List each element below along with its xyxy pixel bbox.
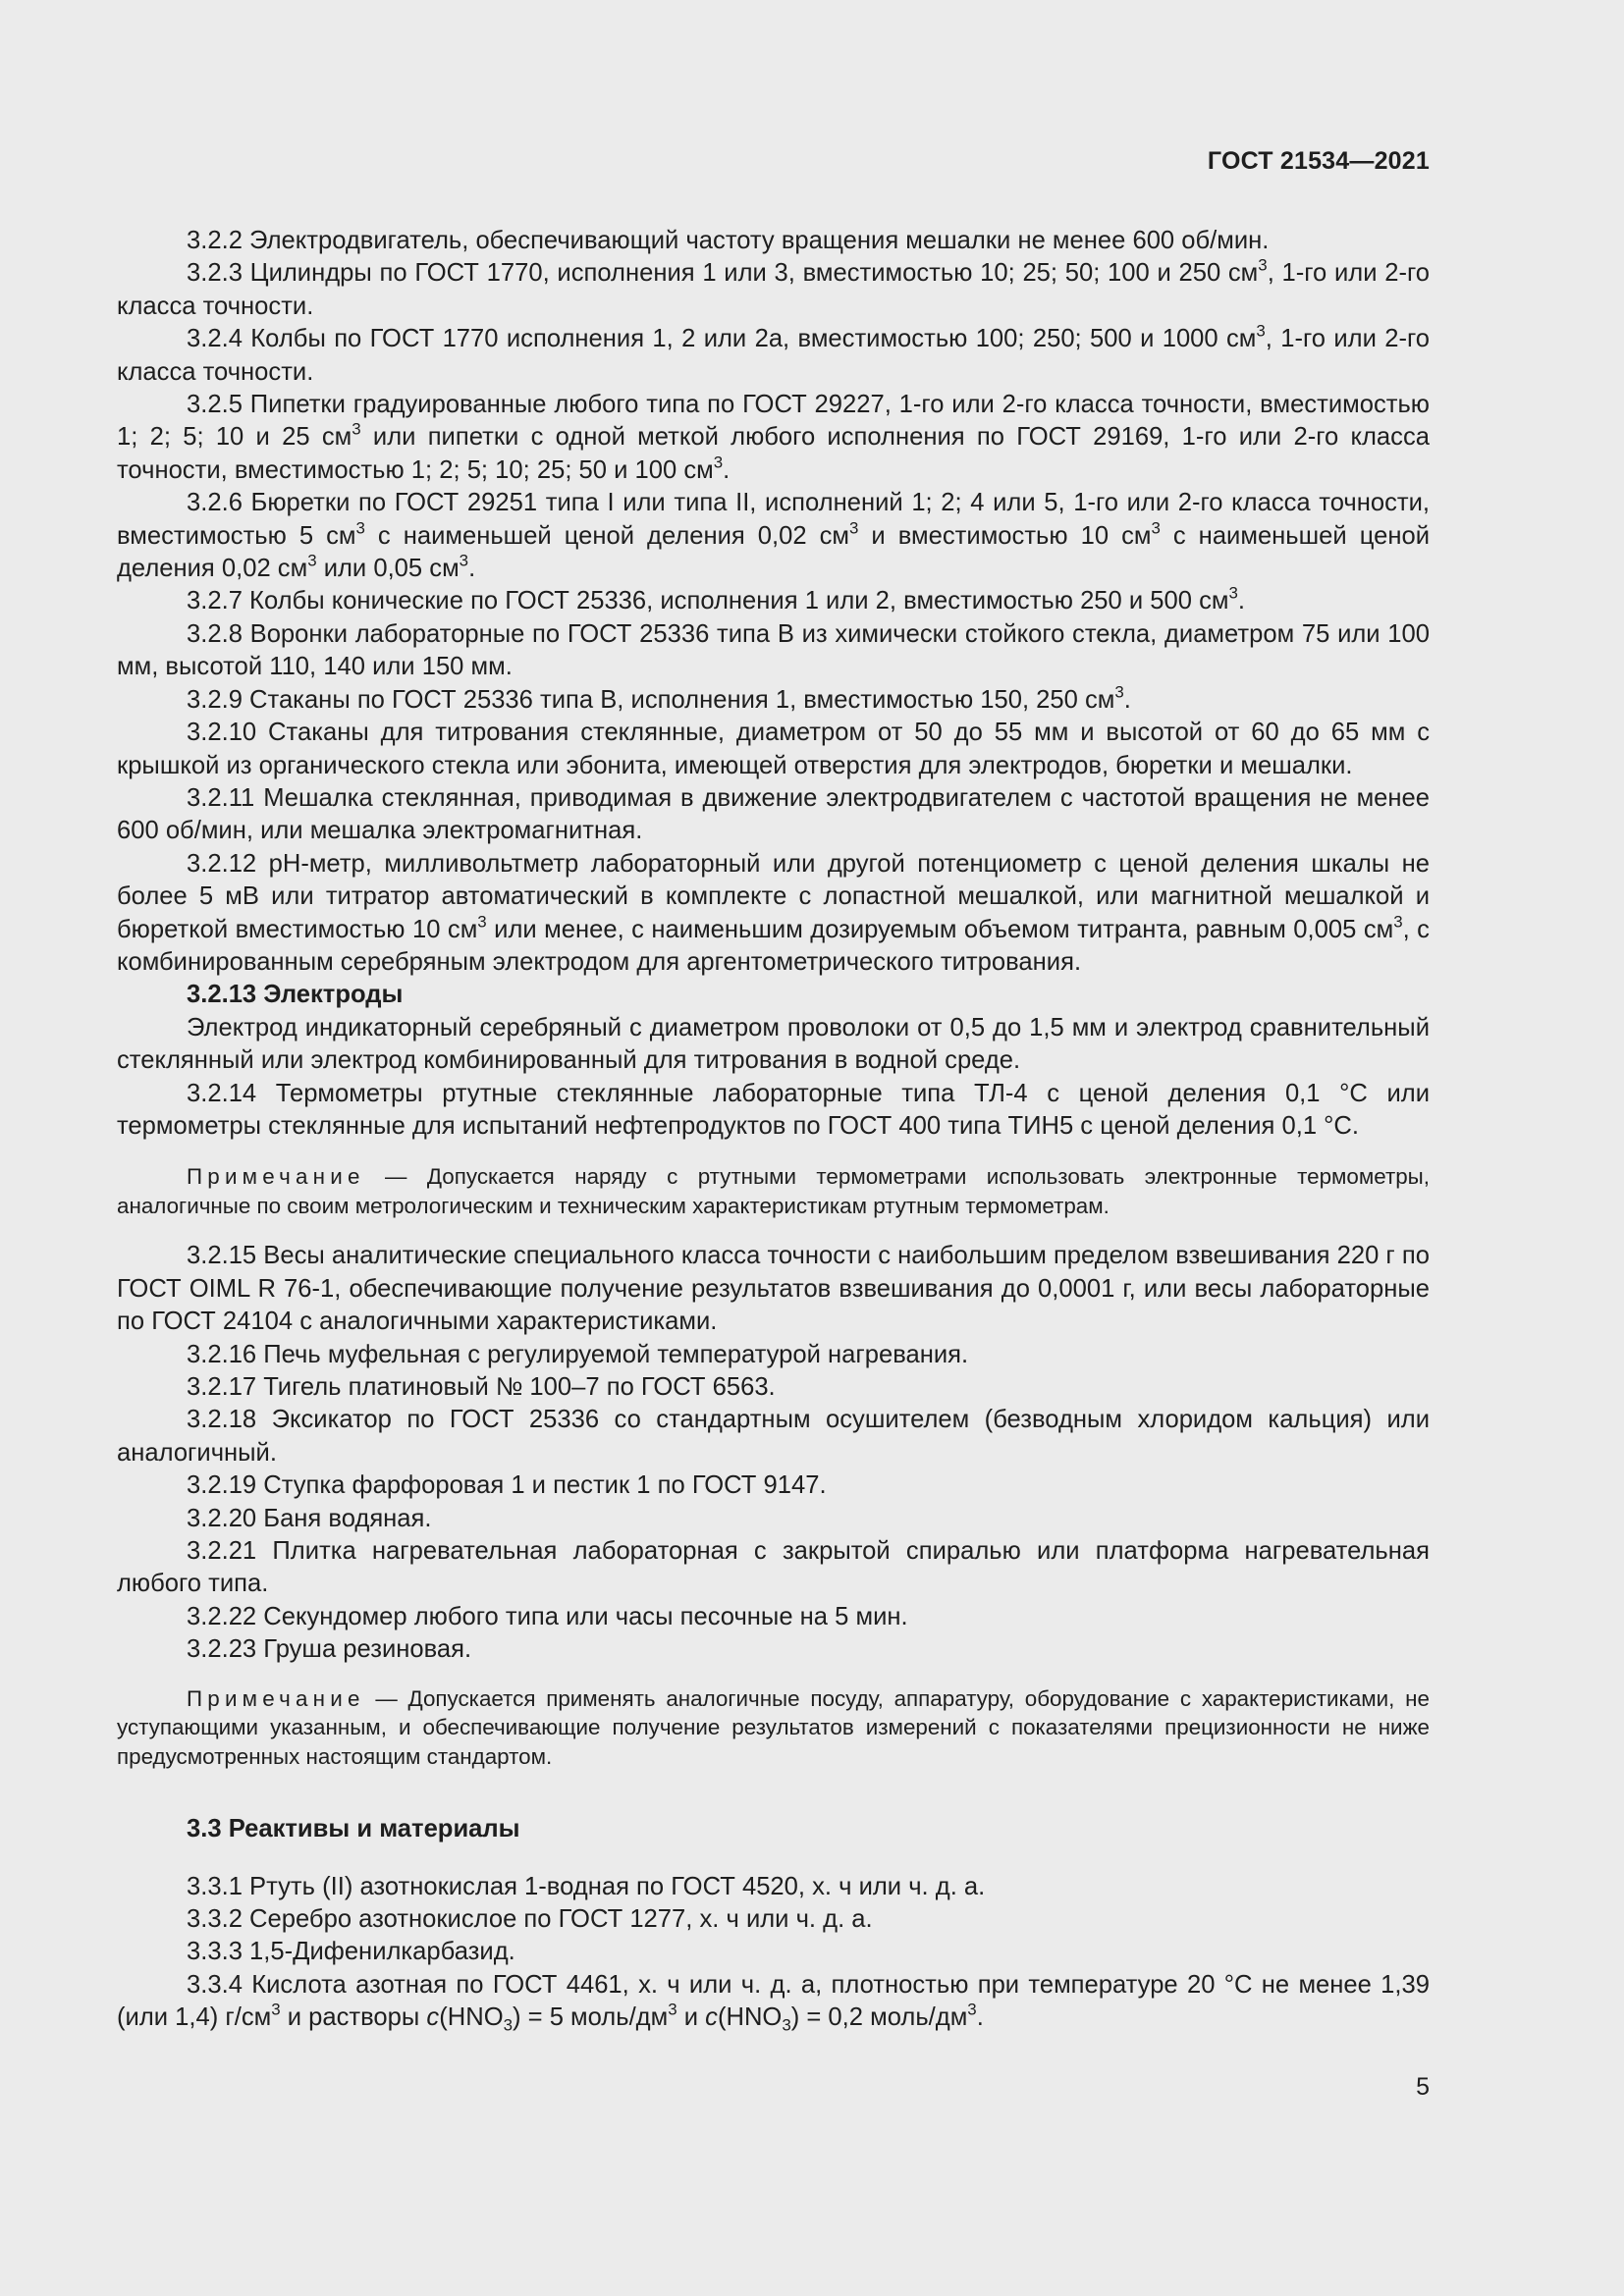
item-3-3-4-text-h: (HNO: [717, 2003, 783, 2032]
note-thermometers: [117, 1162, 1430, 1220]
note-equipment: [117, 1684, 1430, 1772]
item-3-2-5-text-a: 3.2.5 Пипетки градуированные любого типа по ГОСТ 29227, 1-го или 2-го класса точности, вместимостью 1; 2; 5; 10 и 25 см: [117, 391, 1430, 452]
item-3-2-7: [117, 585, 1430, 617]
superscript-3: 3: [307, 551, 317, 570]
superscript-3: 3: [967, 2000, 977, 2019]
item-3-2-13-heading: 3.2.13 Электроды: [187, 981, 404, 1009]
item-3-2-5: [117, 389, 1430, 487]
item-3-2-11: 3.2.11 Мешалка стеклянная, приводимая в движение электродвигателем с частотой вращения не менее 600 об/мин, или мешалка электромагнитная.: [117, 783, 1430, 845]
item-3-2-12-text-b: или менее, с наименьшим дозируемым объемом титранта, равным 0,005 см: [486, 915, 1394, 943]
item-3-2-4-text-a: 3.2.4 Колбы по ГОСТ 1770 исполнения 1, 2 или 2а, вместимостью 100; 250; 500 и 1000 см: [187, 325, 1257, 353]
document-body: [117, 225, 1430, 2035]
item-3-2-9-text-a: 3.2.9 Стаканы по ГОСТ 25336 типа В, исполнения 1, вместимостью 150, 250 см: [187, 685, 1115, 714]
item-3-2-13-text: Электрод индикаторный серебряный с диаметром проволоки от 0,5 до 1,5 мм и электрод сравнительный стеклянный или электрод комбинированный для титрования в водной среде.: [117, 1013, 1430, 1075]
item-3-2-3-text-b: , 1-го или 2-го класса точности.: [117, 259, 1431, 320]
concentration-symbol: с: [426, 2003, 440, 2032]
item-3-2-7-text-b: .: [1237, 587, 1246, 615]
superscript-3: 3: [477, 912, 487, 932]
superscript-3: 3: [459, 551, 469, 570]
item-3-2-6-text-c: и вместимостью 10 см: [858, 521, 1152, 550]
item-3-2-6: [117, 487, 1430, 585]
section-heading-3-3: 3.3 Реактивы и материалы: [187, 1815, 520, 1843]
item-3-2-15: 3.2.15 Весы аналитические специального класса точности с наибольшим пределом взвешивания 220 г по ГОСТ OIML R 76-1, обеспечивающие получение результатов взвешивания до 0,0001 г, или весы лабораторные по ГОСТ 24104 с аналогичными характеристиками.: [117, 1242, 1430, 1336]
item-3-3-4-text-i: ) = 0,2 моль/дм: [790, 2003, 968, 2032]
note-label: Примечание: [187, 1164, 365, 1190]
superscript-3: 3: [668, 2000, 677, 2019]
item-3-2-22: 3.2.22 Секундомер любого типа или часы песочные на 5 мин.: [187, 1602, 908, 1630]
item-3-2-7-text-a: 3.2.7 Колбы конические по ГОСТ 25336, исполнения 1 или 2, вместимостью 250 и 500 см: [187, 587, 1229, 615]
item-3-2-3-text-a: 3.2.3 Цилиндры по ГОСТ 1770, исполнения 1 или 3, вместимостью 10; 25; 50; 100 и 250 см: [187, 259, 1259, 288]
subscript-3: 3: [503, 2015, 513, 2035]
item-3-2-2: 3.2.2 Электродвигатель, обеспечивающий частоту вращения мешалки не менее 600 об/мин.: [187, 227, 1270, 254]
superscript-3: 3: [1256, 321, 1266, 341]
item-3-3-4-text-d: (HNO: [439, 2003, 504, 2032]
item-3-2-6-text-a: 3.2.6 Бюретки по ГОСТ 29251 типа I или типа II, исполнений 1; 2; 4 или 5, 1-го или 2-го класса точности, вместимостью 5 см: [117, 489, 1430, 550]
item-3-3-4-text-f: и: [677, 2003, 706, 2032]
item-3-2-16: 3.2.16 Печь муфельная с регулируемой температурой нагревания.: [187, 1340, 969, 1368]
subscript-3: 3: [782, 2015, 791, 2035]
note-text: — Допускается применять аналогичные посуду, аппаратуру, оборудование с характеристиками, не уступающими указанным, и обеспечивающие получение результатов измерений с показателями прецизионности не ниже предусмотренных настоящим стандартом.: [117, 1685, 1430, 1769]
note-label: Примечание: [187, 1685, 365, 1711]
item-3-2-5-text-c: .: [723, 455, 731, 484]
item-3-2-9: [117, 684, 1430, 717]
superscript-3: 3: [1151, 518, 1161, 538]
item-3-2-23: 3.2.23 Груша резиновая.: [187, 1635, 472, 1664]
item-3-2-6-text-b: с наименьшей ценой деления 0,02 см: [364, 521, 850, 550]
concentration-symbol: с: [705, 2003, 718, 2032]
item-3-2-12-text-a: 3.2.12 pH-метр, милливольтметр лабораторный или другой потенциометр с ценой деления шкалы не более 5 мВ или титратор автоматический в комплекте с лопастной мешалкой, или магнитной мешалкой и бюреткой вместимостью 10 см: [117, 849, 1430, 943]
item-3-2-4: [117, 323, 1430, 389]
document-code: ГОСТ 21534—2021: [1207, 147, 1430, 175]
superscript-3: 3: [849, 518, 859, 538]
item-3-2-21: 3.2.21 Плитка нагревательная лабораторная с закрытой спиралью или платформа нагревательная любого типа.: [117, 1537, 1430, 1598]
item-3-2-14: 3.2.14 Термометры ртутные стеклянные лабораторные типа ТЛ-4 с ценой деления 0,1 °С или термометры стеклянные для испытаний нефтепродуктов по ГОСТ 400 типа ТИН5 с ценой деления 0,1 °С.: [117, 1079, 1430, 1140]
superscript-3: 3: [1258, 255, 1268, 275]
item-3-3-3: 3.3.3 1,5-Дифенилкарбазид.: [187, 1938, 515, 1966]
item-3-3-2: 3.3.2 Серебро азотнокислое по ГОСТ 1277, х. ч или ч. д. а.: [187, 1904, 873, 1933]
item-3-2-9-text-b: .: [1123, 685, 1131, 714]
item-3-2-6-text-f: .: [468, 555, 476, 583]
item-3-2-6-text-e: или 0,05 см: [316, 555, 460, 583]
item-3-3-4-text-b: и растворы: [280, 2003, 427, 2032]
item-3-2-12-text-c: , с комбинированным серебряным электродом для аргентометрического титрования.: [117, 915, 1430, 976]
item-3-2-20: 3.2.20 Баня водяная.: [187, 1504, 432, 1532]
superscript-3: 3: [271, 2000, 281, 2019]
item-3-2-18: 3.2.18 Эксикатор по ГОСТ 25336 со стандартным осушителем (безводным хлоридом кальция) или аналогичный.: [117, 1406, 1430, 1467]
item-3-2-10: 3.2.10 Стаканы для титрования стеклянные, диаметром от 50 до 55 мм и высотой от 60 до 65 мм с крышкой из органического стекла или эбонита, имеющей отверстия для электродов, бюретки и мешалки.: [117, 719, 1430, 779]
item-3-2-4-text-b: , 1-го или 2-го класса точности.: [117, 325, 1431, 386]
superscript-3: 3: [1228, 584, 1238, 603]
superscript-3: 3: [1393, 912, 1403, 932]
item-3-3-4-text-a: 3.3.4 Кислота азотная по ГОСТ 4461, х. ч или ч. д. а, плотностью при температуре 20 °С не менее 1,39 (или 1,4) г/см: [117, 1970, 1430, 2032]
superscript-3: 3: [355, 518, 365, 538]
item-3-2-3: [117, 257, 1430, 323]
page-number: 5: [1416, 2073, 1430, 2101]
item-3-2-5-text-b: или пипетки с одной меткой любого исполнения по ГОСТ 29169, 1-го или 2-го класса точности, вместимостью 1; 2; 5; 10; 25; 50 и 100 см: [117, 423, 1430, 484]
item-3-2-8: 3.2.8 Воронки лабораторные по ГОСТ 25336 типа В из химически стойкого стекла, диаметром 75 или 100 мм, высотой 110, 140 или 150 мм.: [117, 619, 1430, 681]
superscript-3: 3: [713, 453, 724, 472]
item-3-2-17: 3.2.17 Тигель платиновый № 100–7 по ГОСТ 6563.: [187, 1373, 776, 1401]
item-3-3-4-text-e: ) = 5 моль/дм: [513, 2003, 669, 2032]
item-3-3-4-text-j: .: [976, 2003, 984, 2032]
superscript-3: 3: [352, 419, 361, 439]
item-3-3-1: 3.3.1 Ртуть (II) азотнокислая 1-водная по ГОСТ 4520, х. ч или ч. д. а.: [187, 1872, 986, 1900]
item-3-2-6-text-d: с наименьшей ценой деления 0,02 см: [117, 521, 1430, 583]
note-text: — Допускается наряду с ртутными термометрами использовать электронные термометры, аналогичные по своим метрологическим и техническим характеристикам ртутным термометрам.: [117, 1164, 1430, 1218]
item-3-2-19: 3.2.19 Ступка фарфоровая 1 и пестик 1 по ГОСТ 9147.: [187, 1471, 827, 1500]
superscript-3: 3: [1114, 682, 1124, 702]
item-3-2-12: [117, 848, 1430, 980]
item-3-3-4: [117, 1969, 1430, 2035]
